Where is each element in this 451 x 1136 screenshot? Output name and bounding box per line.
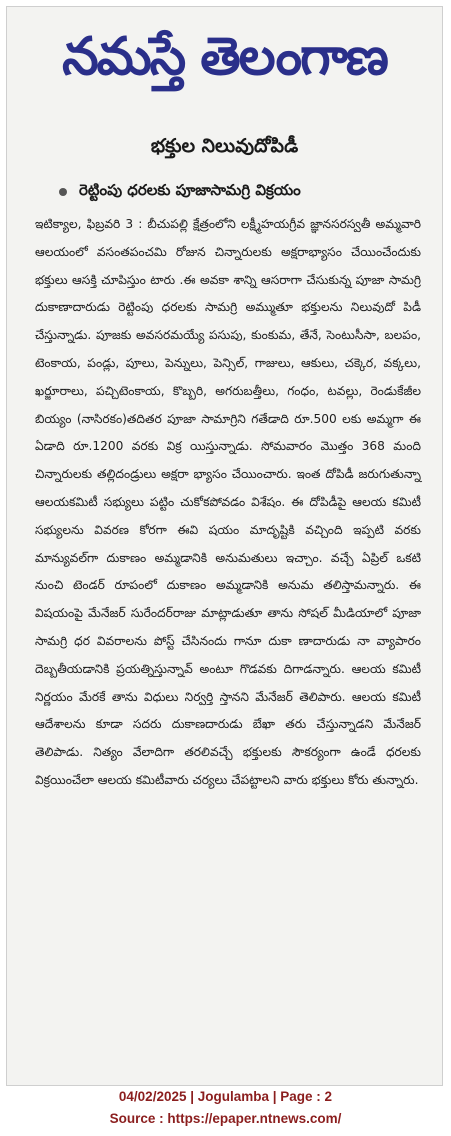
article-subheadline-row <box>59 181 439 203</box>
article-headline: భక్తుల నిలువుదోపిడీ <box>150 135 299 157</box>
clipping-footer <box>0 1086 451 1130</box>
edition-info: 04/02/2025 | Jogulamba | Page : 2 <box>118 1089 333 1104</box>
article-subheadline: రెట్టింపు ధరలకు పూజాసామగ్రి విక్రయం <box>79 181 301 199</box>
source-link[interactable]: Source : https://epaper.ntnews.com/ <box>109 1111 342 1126</box>
newspaper-clipping <box>6 6 443 1086</box>
bullet-icon <box>59 188 67 196</box>
article-body: ఇటిక్యాల, ఫిబ్రవరి 3 : బీచుపల్లి క్షేత్రంలోని లక్ష్మీహయగ్రీవ జ్ఞానసరస్వతీ అమ్మవారి ఆలయంలో వసంతపంచమి రోజున చిన్నారులకు అక్షరాభ్యాసం చేయించేందుకు భక్తులు ఆసక్తి చూపిస్తుం టారు .ఈ అవకా శాన్ని ఆసరాగా చేసుకున్న పూజా సామగ్రి దుకాణాదారుడు రెట్టింపు ధరలకు సామగ్రి అమ్ముతూ భక్తులను నిలువుదో పిడీ చేస్తున్నాడు. పూజకు అవసరమయ్యే పసుపు, కుంకుమ, తేనే, సెంటుసీసా, బలపం, టెంకాయ, పండ్లు, పూలు, పెన్నులు, పెన్సిల్, గాజులు, ఆకులు, చక్కెర, వక్కలు, ఖర్జూరాలు, పచ్చిటెంకాయ, కొబ్బరి, అగరుబత్తీలు, గంధం, టవల్లు, రెండుకేజీల బియ్యం (నాసిరకం)తదితర పూజా సామాగ్రిని గతేడాది రూ.500 లకు అమ్మగా ఈ ఏడాది రూ.1200 వరకు విక్ర యిస్తున్నాడు. సోమవారం మొత్తం 368 మంది చిన్నారులకు తల్లిదండ్రులు అక్షరా భ్యాసం చేయించారు. ఇంత దోపిడీ జరుగుతున్నా ఆలయకమిటీ సభ్యులు పట్టిం చుకోకపోవడం విశేషం. ఈ దోపిడీపై ఆలయ కమిటీ సభ్యులను వివరణ కోరగా ఈవి షయం మాదృష్టికి వచ్చింది ఇప్పటి వరకు మాన్యువల్‌గా దుకాణం అమ్మడానికి అనుమతులు ఇచ్చాం. వచ్చే ఏప్రిల్ ఒకటి నుంచి టెండర్ రూపంలో దుకాణం అమ్మడానికి అనుమ తలిస్తామన్నారు. ఈ విషయంపై మేనేజర్ సురేందర్‌రాజు మాట్లాడుతూ తాను సోషల్ మీడియాలో పూజా సామగ్రి ధర వివరాలను పోస్ట్ చేసినందు గానూ దుకా ణాదారుడు నా వ్యాపారం దెబ్బతీయడానికి ప్రయత్నిస్తున్నావ్ అంటూ గొడవకు దిగాడన్నారు. ఆలయ కమిటీ నిర్ణయం మేరకే తాను విధులు నిర్వర్తి స్తానని మేనేజర్ తెలిపారు. ఆలయ కమిటీ ఆదేశాలను కూడా సదరు దుకాణదారుడు బేఖా తరు చేస్తున్నాడని మేనేజర్ తెలిపాడు. నిత్యం వేలాదిగా తరలివచ్చే భక్తులకు సౌకర్యంగా ఉండే ధరలకు విక్రయించేలా ఆలయ కమిటీవారు చర్యలు చేపట్టాలని వారు భక్తులు కోరు తున్నారు. <box>35 217 421 787</box>
newspaper-masthead: నమస్తే తెలంగాణ <box>62 27 387 87</box>
